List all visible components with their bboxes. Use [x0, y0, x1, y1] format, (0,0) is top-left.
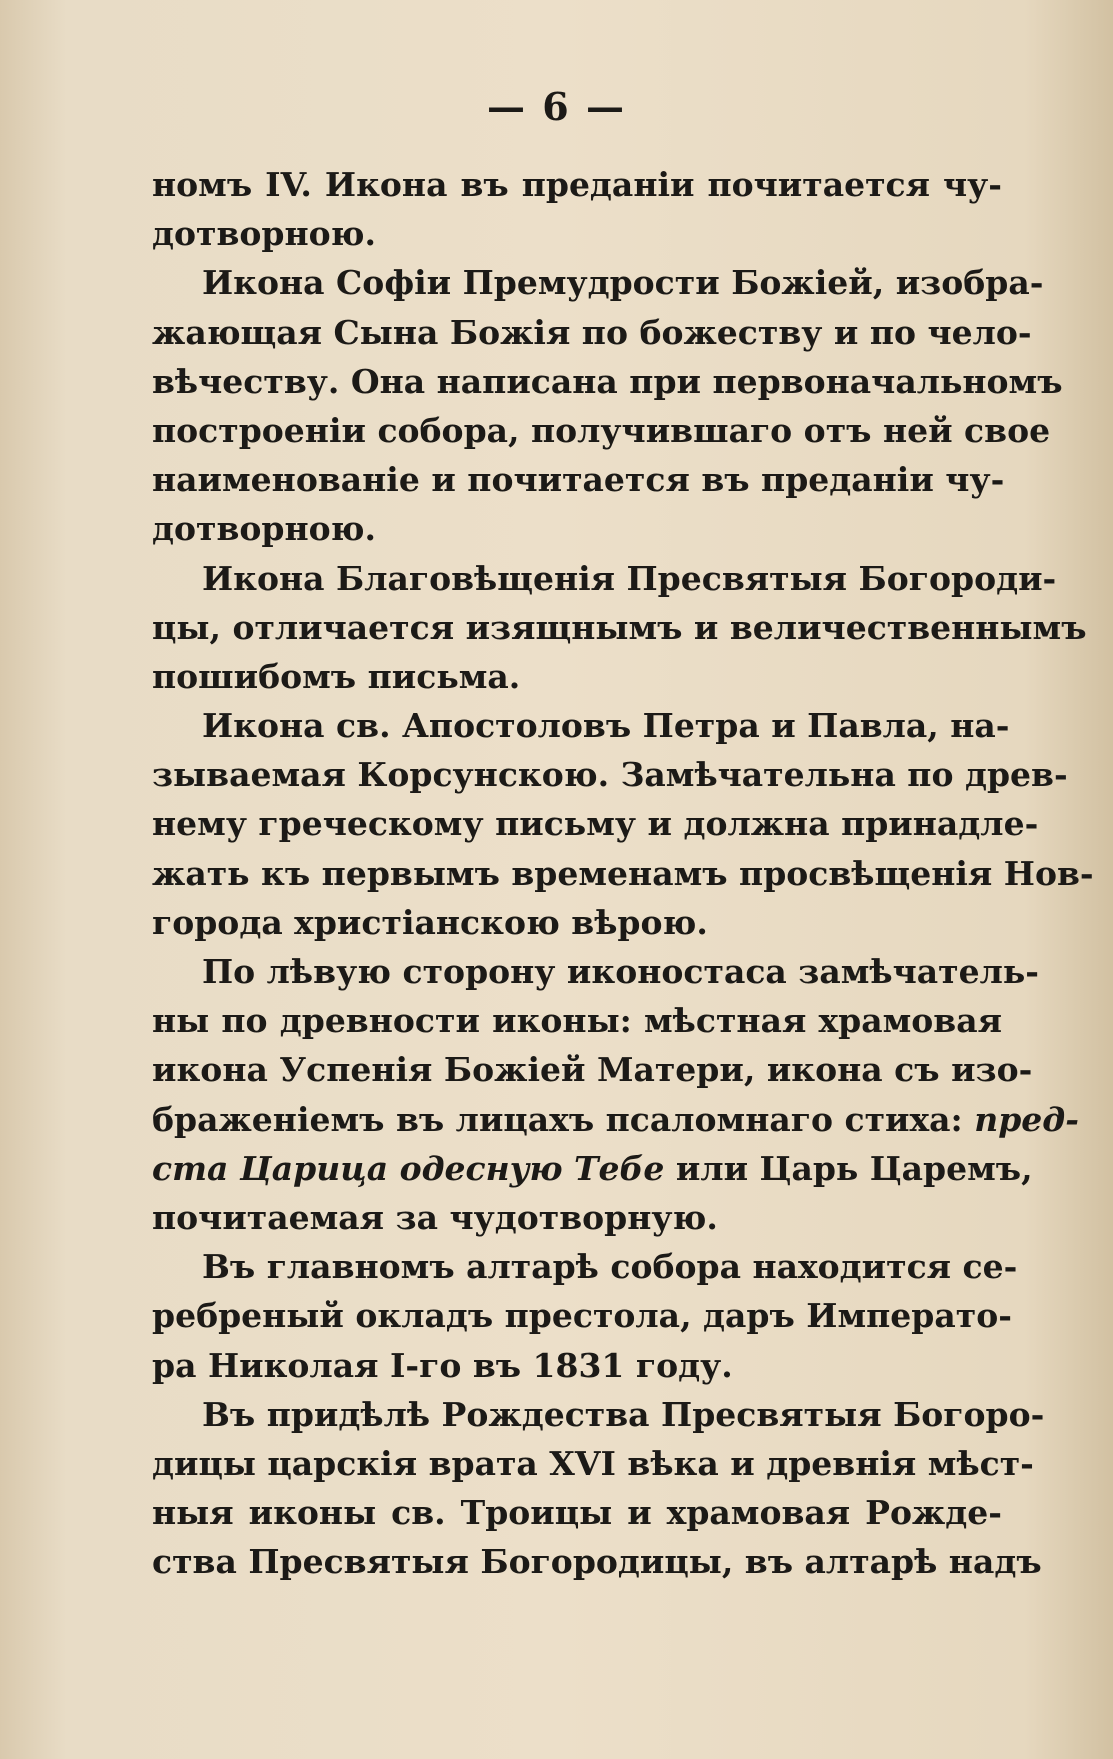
text-line: вѣчеству. Она написана при первоначальномъ [152, 361, 1063, 401]
text-line: Въ главномъ алтарѣ собора находится се- [202, 1247, 1018, 1287]
text-line: Въ придѣлѣ Рождества Пресвятыя Богоро- [202, 1394, 1045, 1434]
text-line: пошибомъ письма. [152, 656, 521, 696]
text-line: дотворною. [152, 214, 376, 254]
body-text [152, 160, 1094, 1586]
text-line: города христіанскою вѣрою. [152, 902, 708, 942]
text-line: Икона св. Апостоловъ Петра и Павла, на- [202, 706, 1010, 746]
text-line: цы, отличается изящнымъ и величественнымъ [152, 607, 1087, 647]
text-line: По лѣвую сторону иконостаса замѣчатель- [202, 952, 1039, 991]
text-line: построеніи собора, получившаго отъ ней свое [152, 410, 1051, 450]
text-line: дотворною. [152, 509, 376, 549]
text-line-with-italic [152, 1095, 1079, 1144]
text-line: ребреный окладъ престола, даръ Императо- [152, 1296, 1012, 1336]
text-line: зываемая Корсунскою. Замѣчательна по древ- [152, 755, 1068, 795]
text-line: жать къ первымъ временамъ просвѣщенія Нов- [152, 853, 1094, 893]
italic-text: пред- [974, 1099, 1079, 1139]
text-line: ны по древности иконы: мѣстная храмовая [152, 1001, 1002, 1041]
text-line: Икона Софіи Премудрости Божіей, изобра- [202, 263, 1044, 303]
text-line-with-italic [152, 1144, 1033, 1193]
text-line: номъ IV. Икона въ преданіи почитается чу- [152, 165, 1002, 204]
text-line: нему греческому письму и должна принадле- [152, 804, 1039, 844]
roman-text: браженіемъ въ лицахъ псаломнаго стиха: [152, 1099, 975, 1139]
text-line: ра Николая I-го въ 1831 году. [152, 1345, 733, 1385]
page-number: — 6 — [487, 84, 626, 129]
roman-text: или Царь Царемъ, [664, 1148, 1033, 1188]
text-line: Икона Благовѣщенія Пресвятыя Богороди- [202, 558, 1057, 598]
text-line: наименованіе и почитается въ преданіи чу- [152, 460, 1005, 500]
text-line: жающая Сына Божія по божеству и по чело- [152, 312, 1032, 352]
text-line: дицы царскія врата XVI вѣка и древнія мѣст- [152, 1443, 1034, 1483]
text-line: почитаемая за чудотворную. [152, 1197, 718, 1237]
italic-text: ста Царица одесную Тебе [152, 1148, 665, 1188]
text-line: ныя иконы св. Троицы и храмовая Рожде- [152, 1493, 1002, 1533]
text-line: ства Пресвятыя Богородицы, въ алтарѣ надъ [152, 1542, 1042, 1582]
text-line: икона Успенія Божіей Матери, икона съ изо- [152, 1050, 1033, 1090]
